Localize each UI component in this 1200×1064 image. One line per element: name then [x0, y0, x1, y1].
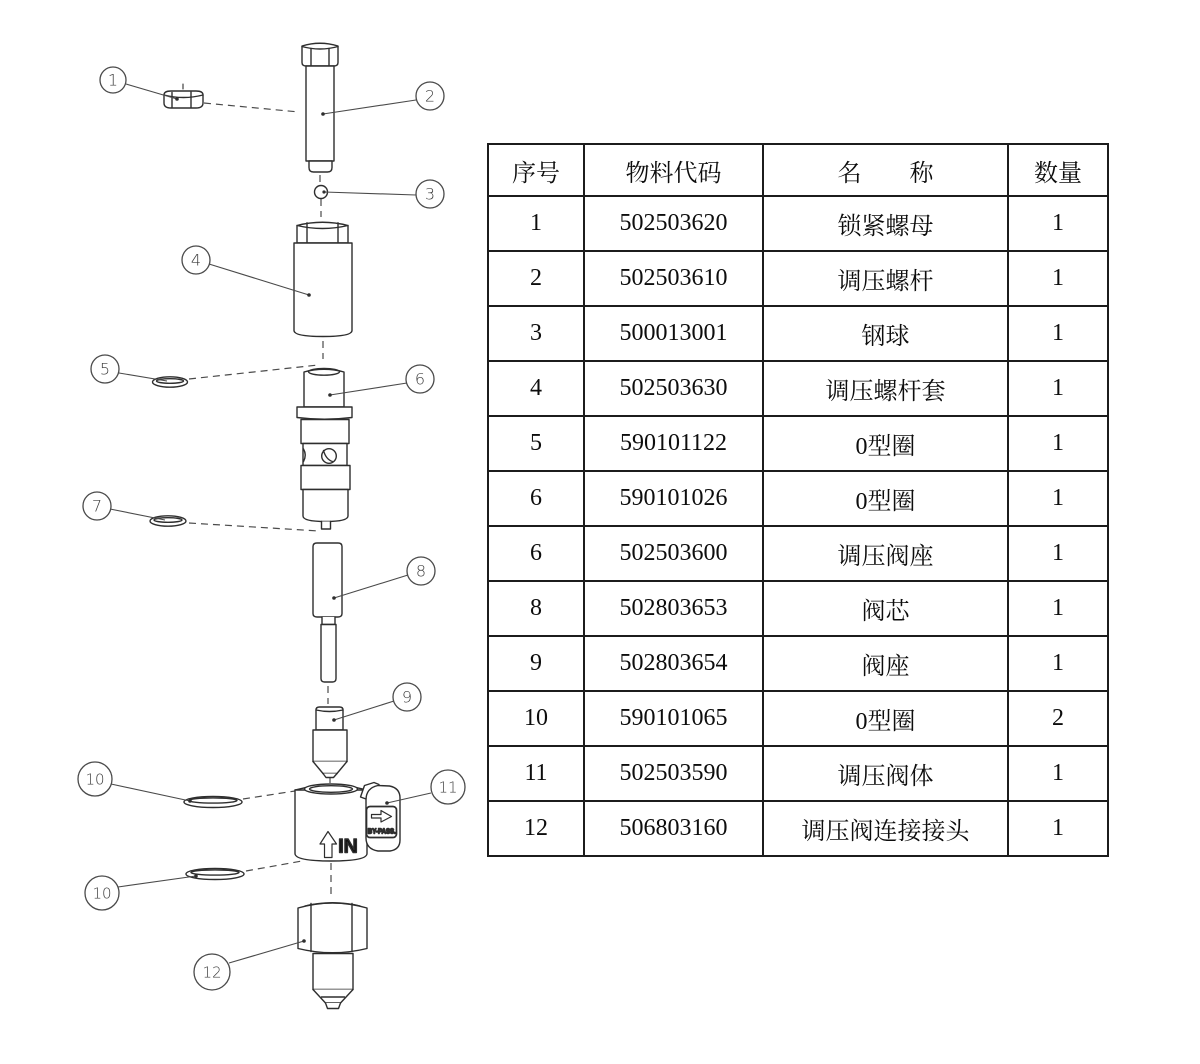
- table-row: [488, 251, 1108, 306]
- cell-name: 0型圈: [763, 471, 1008, 526]
- cell-serial: 3: [488, 306, 584, 361]
- cell-name: 0型圈: [763, 691, 1008, 746]
- svg-text:10: 10: [92, 884, 112, 903]
- table-row: [488, 691, 1108, 746]
- cell-name: 调压阀座: [763, 526, 1008, 581]
- svg-text:4: 4: [190, 250, 202, 270]
- svg-text:7: 7: [91, 496, 103, 516]
- header-row: [488, 144, 1108, 196]
- callout-11: [431, 770, 465, 804]
- cell-serial: 10: [488, 691, 584, 746]
- parts-table: [487, 143, 1109, 857]
- callout-8: [407, 557, 435, 585]
- callout-1: [100, 67, 126, 93]
- part-screw-sleeve: [294, 222, 352, 336]
- table-row: [488, 746, 1108, 801]
- table-row: [488, 526, 1108, 581]
- table-row: [488, 636, 1108, 691]
- table-row: [488, 196, 1108, 251]
- callout-7: [83, 492, 111, 520]
- cell-code: 502503630: [584, 361, 763, 416]
- part-valve-body: [295, 783, 400, 862]
- callout-5: [91, 355, 119, 383]
- part-o-ring-5: [153, 377, 188, 387]
- part-o-ring-10-lower: [186, 869, 244, 880]
- svg-text:1: 1: [107, 70, 119, 90]
- cell-code: 502503600: [584, 526, 763, 581]
- cell-code: 506803160: [584, 801, 763, 856]
- table-row: [488, 471, 1108, 526]
- svg-text:8: 8: [415, 561, 427, 581]
- table-row: [488, 581, 1108, 636]
- cell-name: 钢球: [763, 306, 1008, 361]
- cell-code: 502803654: [584, 636, 763, 691]
- cell-code: 500013001: [584, 306, 763, 361]
- cell-serial: 8: [488, 581, 584, 636]
- cell-serial: 6: [488, 526, 584, 581]
- cell-name: 调压阀体: [763, 746, 1008, 801]
- cell-serial: 4: [488, 361, 584, 416]
- col-header-material-code: 物料代码: [584, 144, 763, 196]
- cell-name: 调压阀连接接头: [763, 801, 1008, 856]
- svg-text:3: 3: [424, 184, 436, 204]
- callout-3: [416, 180, 444, 208]
- part-adjusting-screw: [302, 43, 338, 172]
- callout-10-upper: [78, 762, 112, 796]
- col-header-quantity: 数量: [1008, 144, 1108, 196]
- svg-text:2: 2: [424, 86, 436, 106]
- callout-10-lower: [85, 876, 119, 910]
- callout-6: [406, 365, 434, 393]
- svg-text:6: 6: [414, 369, 426, 389]
- cell-qty: 1: [1008, 526, 1108, 581]
- cell-code: 502503610: [584, 251, 763, 306]
- cell-qty: 1: [1008, 746, 1108, 801]
- svg-text:11: 11: [438, 778, 458, 797]
- cell-name: 0型圈: [763, 416, 1008, 471]
- cell-name: 锁紧螺母: [763, 196, 1008, 251]
- cell-code: 502503620: [584, 196, 763, 251]
- cell-serial: 9: [488, 636, 584, 691]
- cell-serial: 5: [488, 416, 584, 471]
- cell-qty: 1: [1008, 196, 1108, 251]
- table-row: [488, 306, 1108, 361]
- cell-serial: 6: [488, 471, 584, 526]
- part-o-ring-10-upper: [184, 797, 242, 808]
- table-row: [488, 416, 1108, 471]
- cell-qty: 1: [1008, 801, 1108, 856]
- cell-code: 590101026: [584, 471, 763, 526]
- callout-9: [393, 683, 421, 711]
- exploded-view-diagram: [0, 0, 490, 1064]
- part-connector-fitting: [298, 903, 367, 1009]
- cell-name: 阀座: [763, 636, 1008, 691]
- cell-code: 502503590: [584, 746, 763, 801]
- svg-text:5: 5: [99, 359, 111, 379]
- cell-serial: 11: [488, 746, 584, 801]
- cell-code: 590101122: [584, 416, 763, 471]
- cell-code: 590101065: [584, 691, 763, 746]
- table-row: [488, 801, 1108, 856]
- cell-qty: 2: [1008, 691, 1108, 746]
- cell-name: 阀芯: [763, 581, 1008, 636]
- svg-text:9: 9: [401, 687, 413, 707]
- cell-qty: 1: [1008, 636, 1108, 691]
- cell-qty: 1: [1008, 581, 1108, 636]
- cell-serial: 2: [488, 251, 584, 306]
- cell-name: 调压螺杆: [763, 251, 1008, 306]
- part-lock-nut: [164, 84, 203, 108]
- cell-qty: 1: [1008, 306, 1108, 361]
- cell-serial: 12: [488, 801, 584, 856]
- part-o-ring-7: [150, 516, 186, 526]
- cell-serial: 1: [488, 196, 584, 251]
- svg-text:10: 10: [85, 770, 105, 789]
- cell-name: 调压螺杆套: [763, 361, 1008, 416]
- svg-text:12: 12: [202, 963, 222, 982]
- cell-qty: 1: [1008, 251, 1108, 306]
- callout-4: [182, 246, 210, 274]
- col-header-serial: 序号: [488, 144, 584, 196]
- inlet-label: IN: [338, 835, 358, 858]
- part-valve-core: [313, 543, 342, 682]
- cell-qty: 1: [1008, 361, 1108, 416]
- cell-code: 502803653: [584, 581, 763, 636]
- table-row: [488, 361, 1108, 416]
- cell-qty: 1: [1008, 416, 1108, 471]
- cell-qty: 1: [1008, 471, 1108, 526]
- col-header-name: 名 称: [763, 144, 1008, 196]
- callout-12: [194, 954, 230, 990]
- callout-2: [416, 82, 444, 110]
- bypass-label: BY-PASS.: [367, 828, 396, 836]
